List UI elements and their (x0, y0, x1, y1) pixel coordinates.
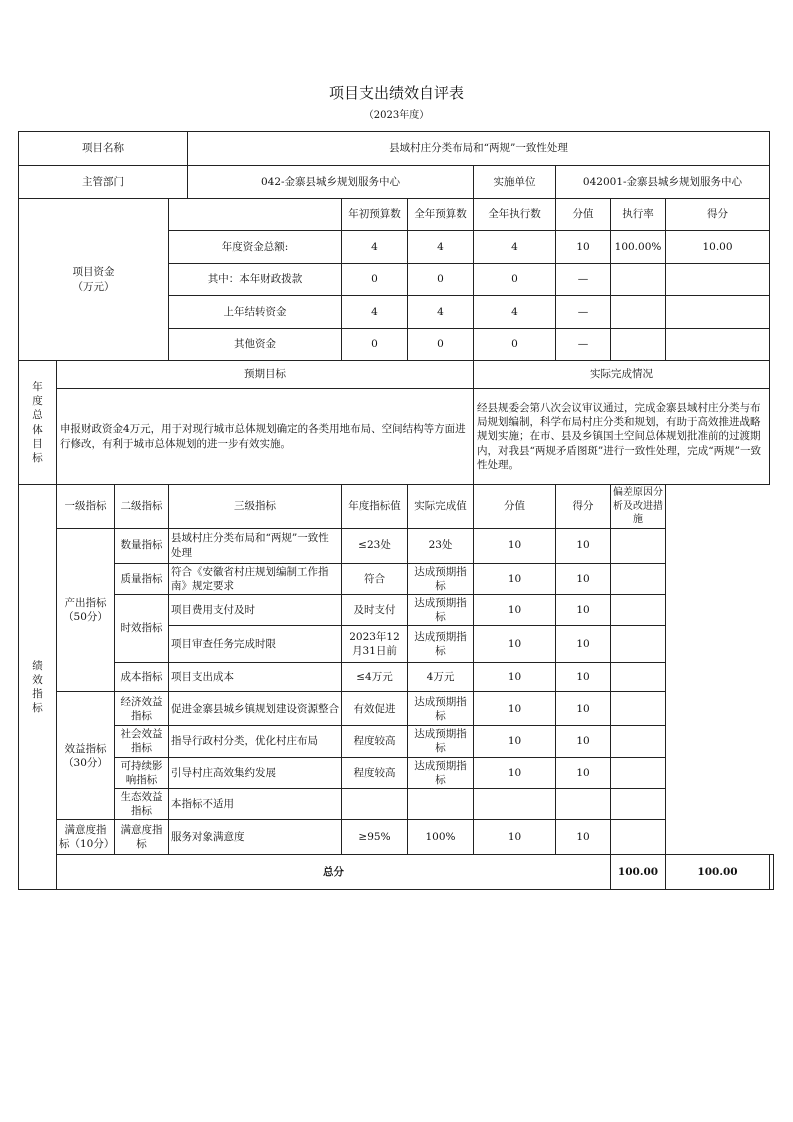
page-subtitle-year: （2023年度） (363, 110, 430, 121)
funds-cell (611, 264, 666, 296)
funds-header-blank (169, 199, 342, 231)
level3-cell: 指导行政村分类，优化村庄布局 (169, 726, 342, 757)
total-deviation-cell (770, 855, 774, 890)
page-title: 项目支出绩效自评表 (328, 84, 464, 102)
funds-cell: — (556, 296, 611, 329)
target-cell: 有效促进 (342, 692, 408, 726)
deviation-cell (611, 563, 666, 594)
deviation-cell (611, 692, 666, 726)
indicator-row (19, 726, 774, 757)
funds-cell: 100.00% (611, 231, 666, 264)
funds-cell (666, 329, 770, 361)
self-evaluation-table (18, 131, 774, 890)
score-cell: 10 (556, 594, 611, 625)
implementing-unit-value: 042001-金寨县城乡规划服务中心 (556, 166, 770, 199)
funds-cell (666, 264, 770, 296)
project-name-label: 项目名称 (19, 132, 188, 166)
level2-cell: 可持续影 响指标 (115, 757, 169, 788)
total-label: 总分 (57, 855, 611, 890)
expected-goal-header: 预期目标 (57, 361, 474, 389)
actual-cell: 达成预期指标 (408, 626, 474, 663)
funds-cell: 4 (342, 231, 408, 264)
funds-cell: — (556, 329, 611, 361)
funds-header-points: 分值 (556, 199, 611, 231)
indicators-header-row (19, 485, 774, 529)
actual-cell: 达成预期指标 (408, 563, 474, 594)
points-cell: 10 (474, 726, 556, 757)
indicator-row (19, 663, 774, 692)
level3-cell: 项目费用支付及时 (169, 594, 342, 625)
actual-cell: 达成预期指标 (408, 726, 474, 757)
goals-content-row (19, 389, 774, 485)
funds-row-name: 年度资金总额: (169, 231, 342, 264)
funds-cell: 10 (556, 231, 611, 264)
target-cell: 2023年12月31日前 (342, 626, 408, 663)
funds-header-executed: 全年执行数 (474, 199, 556, 231)
performance-indicators-label: 绩 效 指 标 (19, 485, 57, 890)
points-cell: 10 (474, 528, 556, 563)
indicator-row (19, 820, 774, 855)
department-value: 042-金寨县城乡规划服务中心 (188, 166, 474, 199)
points-cell: 10 (474, 820, 556, 855)
goals-header-row (19, 361, 774, 389)
header-level1: 一级指标 (57, 485, 115, 529)
actual-cell: 达成预期指标 (408, 692, 474, 726)
funds-cell: 4 (474, 231, 556, 264)
satisfaction-indicator-label: 满意度指 标（10分） (57, 820, 115, 855)
level3-cell: 服务对象满意度 (169, 820, 342, 855)
score-cell: 10 (556, 820, 611, 855)
level2-cell: 满意度指 标 (115, 820, 169, 855)
level2-cell: 社会效益 指标 (115, 726, 169, 757)
target-cell: 符合 (342, 563, 408, 594)
actual-cell: 达成预期指标 (408, 594, 474, 625)
indicator-row (19, 692, 774, 726)
header-score: 得分 (556, 485, 611, 529)
funds-label: 项目资金 （万元） (19, 199, 169, 361)
funds-cell: 0 (474, 264, 556, 296)
project-name-value: 县域村庄分类布局和“两规”一致性处理 (188, 132, 770, 166)
deviation-cell (611, 663, 666, 692)
header-actual: 实际完成值 (408, 485, 474, 529)
score-cell (556, 788, 611, 819)
total-row (19, 855, 774, 890)
indicator-row (19, 563, 774, 594)
indicator-row (19, 594, 774, 625)
total-score: 100.00 (666, 855, 770, 890)
output-indicator-label: 产出指标 （50分） (57, 528, 115, 692)
target-cell: 及时支付 (342, 594, 408, 625)
funds-cell (666, 296, 770, 329)
score-cell: 10 (556, 726, 611, 757)
score-cell: 10 (556, 757, 611, 788)
target-cell: 程度较高 (342, 726, 408, 757)
department-label: 主管部门 (19, 166, 188, 199)
points-cell (474, 788, 556, 819)
funds-cell: 0 (408, 329, 474, 361)
actual-cell: 达成预期指标 (408, 757, 474, 788)
level3-cell: 引导村庄高效集约发展 (169, 757, 342, 788)
expected-goal-text: 申报财政资金4万元，用于对现行城市总体规划确定的各类用地布局、空间结构等方面进行修改，有利于城市总体规划的进一步有效实施。 (57, 389, 474, 485)
funds-cell: 0 (474, 329, 556, 361)
score-cell: 10 (556, 663, 611, 692)
level2-cell: 经济效益 指标 (115, 692, 169, 726)
funds-cell: 0 (408, 264, 474, 296)
points-cell: 10 (474, 626, 556, 663)
header-level3: 三级指标 (169, 485, 342, 529)
target-cell: 程度较高 (342, 757, 408, 788)
actual-cell (408, 788, 474, 819)
level3-cell: 项目支出成本 (169, 663, 342, 692)
funds-header-score: 得分 (666, 199, 770, 231)
level2-cell: 质量指标 (115, 563, 169, 594)
score-cell: 10 (556, 528, 611, 563)
effect-indicator-label: 效益指标 （30分） (57, 692, 115, 820)
funds-cell: 10.00 (666, 231, 770, 264)
score-cell: 10 (556, 692, 611, 726)
deviation-cell (611, 626, 666, 663)
score-cell: 10 (556, 563, 611, 594)
annual-goals-label: 年 度 总 体 目 标 (19, 361, 57, 485)
total-points: 100.00 (611, 855, 666, 890)
level3-cell: 县域村庄分类布局和“两规”一致性处理 (169, 528, 342, 563)
level2-cell: 成本指标 (115, 663, 169, 692)
funds-cell: 4 (408, 231, 474, 264)
deviation-cell (611, 594, 666, 625)
target-cell: ≤23处 (342, 528, 408, 563)
header-target: 年度指标值 (342, 485, 408, 529)
actual-cell: 100% (408, 820, 474, 855)
deviation-cell (611, 757, 666, 788)
funds-row-name: 其中：本年财政拨款 (169, 264, 342, 296)
level3-cell: 项目审查任务完成时限 (169, 626, 342, 663)
funds-cell: — (556, 264, 611, 296)
funds-cell: 4 (342, 296, 408, 329)
level2-cell: 生态效益 指标 (115, 788, 169, 819)
level3-cell: 促进金寨县城乡镇规划建设资源整合 (169, 692, 342, 726)
points-cell: 10 (474, 692, 556, 726)
target-cell (342, 788, 408, 819)
funds-cell (611, 329, 666, 361)
points-cell: 10 (474, 594, 556, 625)
funds-header-initial-budget: 年初预算数 (342, 199, 408, 231)
header-points: 分值 (474, 485, 556, 529)
points-cell: 10 (474, 757, 556, 788)
actual-completion-text: 经县规委会第八次会议审议通过，完成金寨县域村庄分类与布局规划编制，科学布局村庄分类和规划，有助于高效推进战略规划实施；在市、县及乡镇国土空间总体规划批准前的过渡期内，对我县“两规矛盾图斑”进行一致性处理，完成“两规”一致性处理。 (474, 389, 770, 485)
deviation-cell (611, 528, 666, 563)
implementing-unit-label: 实施单位 (474, 166, 556, 199)
deviation-cell (611, 726, 666, 757)
funds-header-annual-budget: 全年预算数 (408, 199, 474, 231)
target-cell: ≥95% (342, 820, 408, 855)
header-deviation: 偏差原因分析及改进措施 (611, 485, 666, 529)
level2-cell: 数量指标 (115, 528, 169, 563)
score-cell: 10 (556, 626, 611, 663)
funds-cell (611, 296, 666, 329)
funds-row-name: 其他资金 (169, 329, 342, 361)
points-cell: 10 (474, 563, 556, 594)
actual-cell: 4万元 (408, 663, 474, 692)
indicator-row (19, 788, 774, 819)
level3-cell: 本指标不适用 (169, 788, 342, 819)
header-level2: 二级指标 (115, 485, 169, 529)
indicator-row (19, 528, 774, 563)
target-cell: ≤4万元 (342, 663, 408, 692)
actual-cell: 23处 (408, 528, 474, 563)
actual-completion-header: 实际完成情况 (474, 361, 770, 389)
funds-header-row (19, 199, 774, 231)
points-cell: 10 (474, 663, 556, 692)
funds-header-execution-rate: 执行率 (611, 199, 666, 231)
funds-cell: 4 (408, 296, 474, 329)
funds-cell: 0 (342, 264, 408, 296)
department-row (19, 166, 774, 199)
level3-cell: 符合《安徽省村庄规划编制工作指南》规定要求 (169, 563, 342, 594)
indicator-row (19, 757, 774, 788)
project-name-row (19, 132, 774, 166)
level2-cell: 时效指标 (115, 594, 169, 662)
deviation-cell (611, 788, 666, 819)
funds-cell: 0 (342, 329, 408, 361)
funds-row-name: 上年结转资金 (169, 296, 342, 329)
deviation-cell (611, 820, 666, 855)
funds-cell: 4 (474, 296, 556, 329)
